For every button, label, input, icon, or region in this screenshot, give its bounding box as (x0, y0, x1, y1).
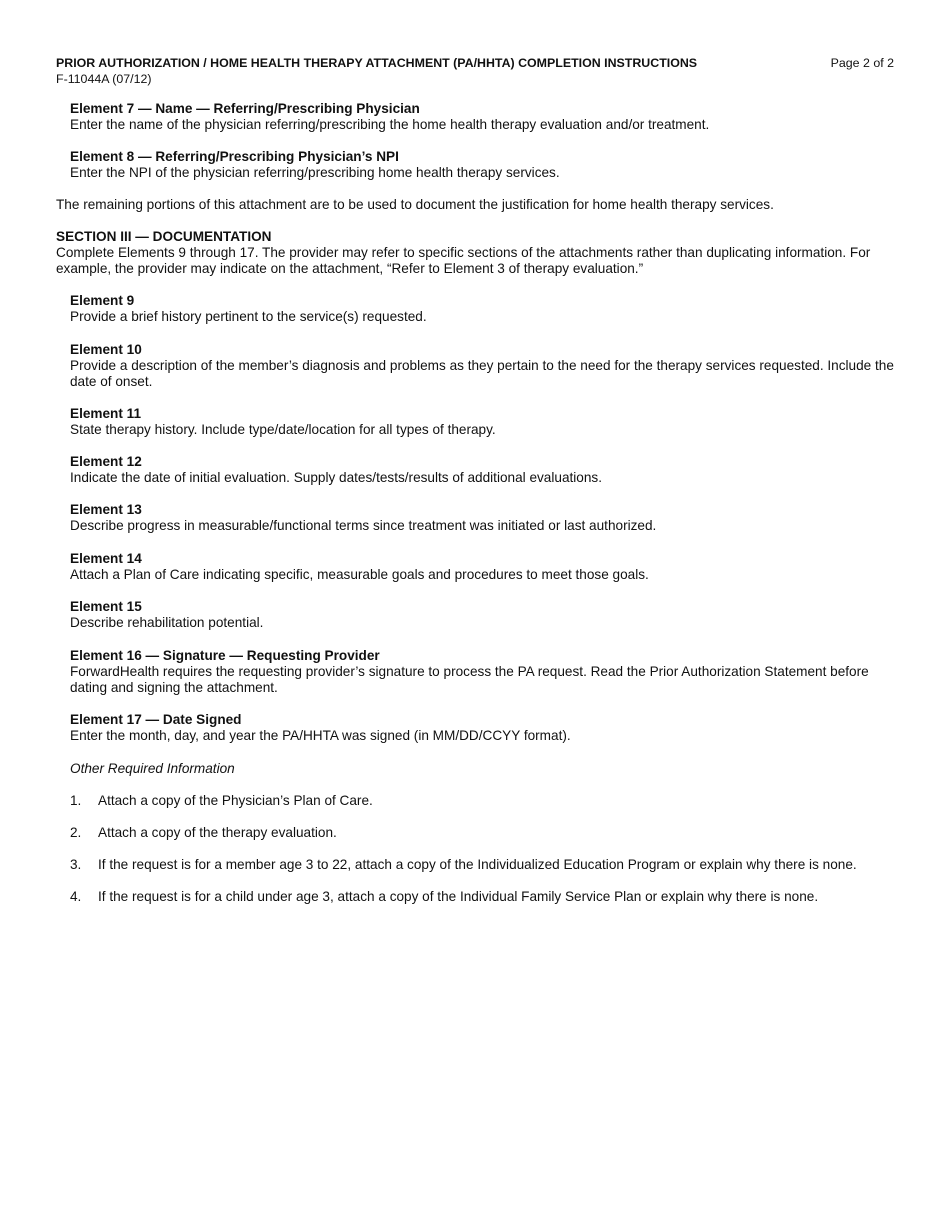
element-text: Enter the month, day, and year the PA/HHTA was signed (in MM/DD/CCYY format). (70, 728, 571, 743)
list-number: 4. (70, 889, 82, 904)
list-number: 1. (70, 793, 82, 808)
element-text: Enter the NPI of the physician referring/prescribing home health therapy services. (70, 165, 560, 180)
section-3-block (56, 229, 896, 277)
list-text: If the request is for a member age 3 to 22, attach a copy of the Individualized Education Program or explain why there is none. (98, 857, 857, 872)
element-text: Provide a description of the member’s diagnosis and problems as they pertain to the need for the therapy services requested. Include the date of onset. (70, 358, 894, 389)
element-heading: Element 8 — Referring/Prescribing Physician’s NPI (70, 149, 399, 164)
element-16-block (70, 648, 896, 696)
element-10-block (70, 342, 896, 390)
list-number: 2. (70, 825, 82, 840)
element-12-block (70, 454, 896, 486)
element-text: Indicate the date of initial evaluation. Supply dates/tests/results of additional evaluations. (70, 470, 603, 485)
document-title: PRIOR AUTHORIZATION / HOME HEALTH THERAPY ATTACHMENT (PA/HHTA) COMPLETION INSTRUCTIONS (56, 56, 698, 70)
element-14-block (70, 551, 896, 583)
element-heading: Element 12 (70, 454, 142, 469)
form-number: F-11044A (07/12) (56, 72, 152, 86)
section-heading: SECTION III — DOCUMENTATION (56, 229, 272, 244)
list-text: If the request is for a child under age 3, attach a copy of the Individual Family Service Plan or explain why there is none. (98, 889, 819, 904)
element-text: Describe rehabilitation potential. (70, 615, 264, 630)
element-15-block (70, 599, 896, 631)
element-heading: Element 17 — Date Signed (70, 712, 242, 727)
other-info-heading: Other Required Information (70, 761, 235, 776)
element-heading: Element 13 (70, 502, 142, 517)
element-heading: Element 15 (70, 599, 142, 614)
element-heading: Element 7 — Name — Referring/Prescribing Physician (70, 101, 420, 116)
element-heading: Element 16 — Signature — Requesting Provider (70, 648, 380, 663)
element-heading: Element 14 (70, 551, 142, 566)
page-number: Page 2 of 2 (830, 56, 894, 70)
element-13-block (70, 502, 896, 534)
element-17-block (70, 712, 896, 744)
element-9-block (70, 293, 896, 325)
list-text: Attach a copy of the Physician’s Plan of Care. (98, 793, 373, 808)
section-text: Complete Elements 9 through 17. The provider may refer to specific sections of the attachments rather than duplicating information. For example, the provider may indicate on the attachment, “Refer to Element 3 of therapy evaluation.” (56, 245, 871, 276)
element-text: ForwardHealth requires the requesting provider’s signature to process the PA request. Read the Prior Authorization Statement before dating and signing the attachment. (70, 664, 869, 695)
element-text: Enter the name of the physician referring/prescribing the home health therapy evaluation and/or treatment. (70, 117, 710, 132)
list-text: Attach a copy of the therapy evaluation. (98, 825, 337, 840)
element-text: State therapy history. Include type/date/location for all types of therapy. (70, 422, 496, 437)
element-text: Describe progress in measurable/functional terms since treatment was initiated or last authorized. (70, 518, 657, 533)
remaining-note: The remaining portions of this attachment are to be used to document the justification for home health therapy services. (56, 197, 774, 212)
element-text: Attach a Plan of Care indicating specific, measurable goals and procedures to meet those goals. (70, 567, 649, 582)
page-header (56, 55, 894, 87)
element-heading: Element 11 (70, 406, 142, 421)
element-7-block (70, 101, 896, 133)
element-heading: Element 10 (70, 342, 142, 357)
element-8-block (70, 149, 896, 181)
element-heading: Element 9 (70, 293, 135, 308)
element-text: Provide a brief history pertinent to the service(s) requested. (70, 309, 427, 324)
list-number: 3. (70, 857, 82, 872)
element-11-block (70, 406, 896, 438)
